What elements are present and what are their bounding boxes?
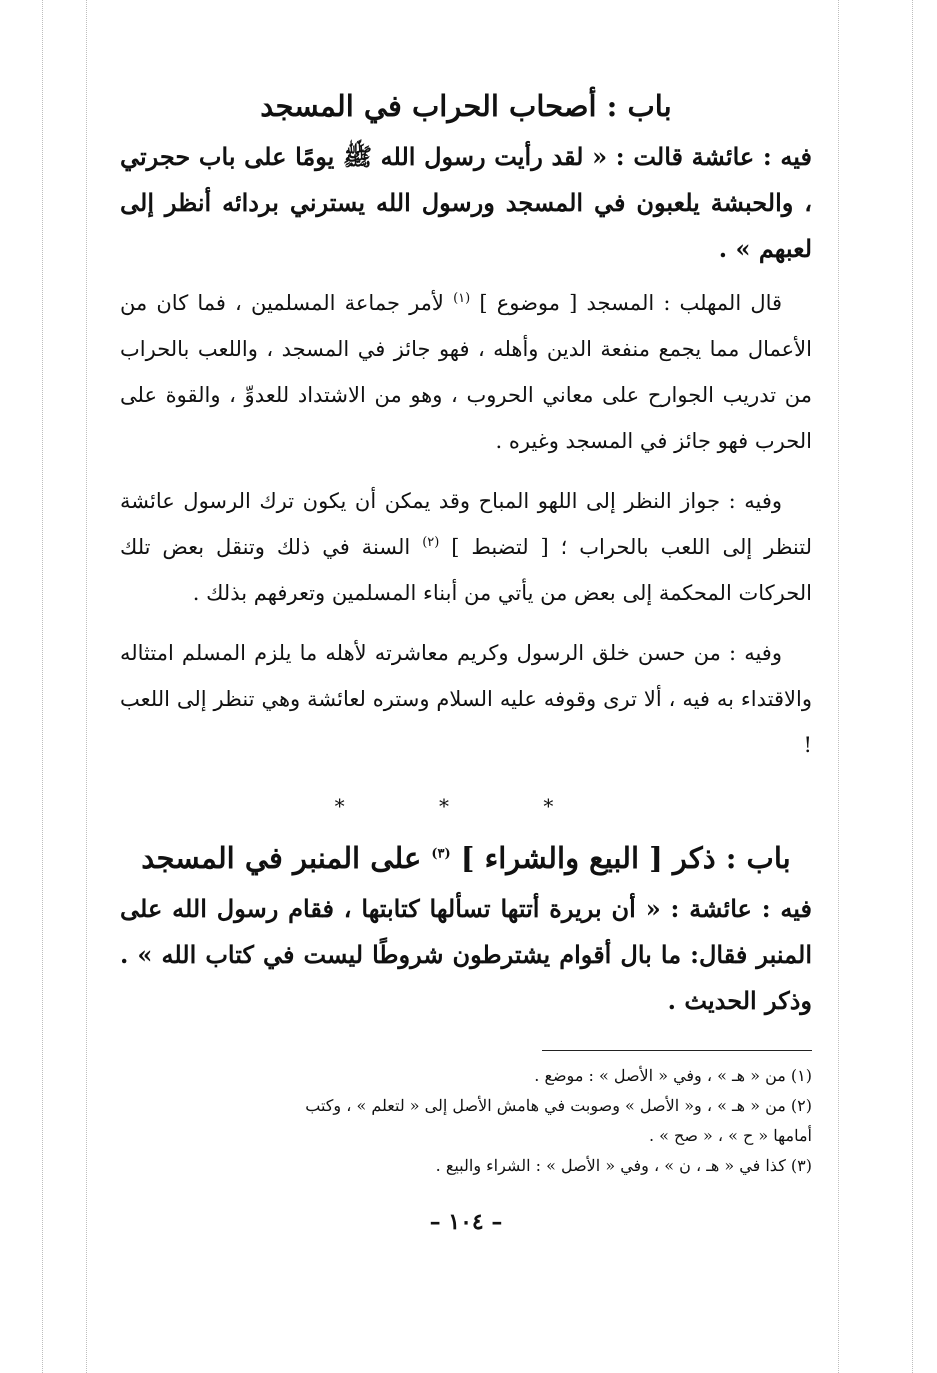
margin-guide-left-inner xyxy=(86,0,87,1373)
page-content xyxy=(120,78,812,1235)
text-run: قال المهلب : المسجد [ موضوع ] xyxy=(479,291,783,315)
margin-guide-right xyxy=(912,0,913,1373)
text-run: السنة في ذلك وتنقل بعض تلك الحركات المحكمة إلى بعض من يأتي من أبناء المسلمين وتعرفهم بذلك . xyxy=(120,535,812,605)
chapter-heading-spears: باب : أصحاب الحراب في المسجد xyxy=(260,89,672,123)
commentary-good-character: وفيه : من حسن خلق الرسول وكريم معاشرته لأهله ما يلزم المسلم امتثاله والاقتداء به فيه ، ألا ترى وقوفه عليه السلام وستره لعائشة وهي تنظر إلى اللعب ! xyxy=(120,641,812,757)
footnote-3: (٣) كذا في « هـ ، ن » ، وفي « الأصل » : الشراء والبيع . xyxy=(435,1156,812,1175)
footnote-1: (١) من « هـ » ، وفي « الأصل » : موضع . xyxy=(534,1066,812,1085)
hadith-aisha-spears: فيه : عائشة قالت : « لقد رأيت رسول الله ﷺ يومًا على باب حجرتي ، والحبشة يلعبون في المسجد ورسول الله يسترني بردائه أنظر إلى لعبهم » . xyxy=(120,142,812,263)
footnote-2-continued: أمامها « ح » ، « صح » . xyxy=(648,1126,812,1145)
text-run: وفيه : جواز النظر إلى اللهو المباح وقد يمكن أن يكون ترك الرسول عائشة لتنظر إلى اللعب بالحراب ؛ [ لتضبط ] xyxy=(120,489,812,559)
commentary-muhallab xyxy=(120,280,812,464)
heading-text: باب : ذكر [ البيع والشراء ] xyxy=(460,841,791,875)
footnote-ref-3: (٣) xyxy=(431,846,451,862)
chapter-heading-buying-selling xyxy=(120,830,812,886)
text-run: لأمر جماعة المسلمين ، فما كان من الأعمال مما يجمع منفعة الدين وأهله ، فهو جائز في المسجد ، واللعب بالحراب من تدريب الجوارح على معاني الحروب ، وهو من الاشتداد للعدوِّ ، والقوة على الحرب فهو جائز في المسجد وغيره . xyxy=(120,291,812,453)
hadith-barira: فيه : عائشة : « أن بريرة أتتها تسألها كتابتها ، فقام رسول الله على المنبر فقال: ما بال أقوام يشترطون شروطًا ليست في كتاب الله » . وذكر الحديث . xyxy=(120,894,812,1015)
footnote-2: (٢) من « هـ » ، و« الأصل » وصوبت في هامش الأصل إلى « لتعلم » ، وكتب xyxy=(305,1096,812,1115)
heading-text: على المنبر في المسجد xyxy=(141,841,422,875)
page-number: – ١٠٤ – xyxy=(429,1209,503,1235)
section-separator-stars: * * * xyxy=(334,794,598,818)
footnote-ref-2: (٢) xyxy=(422,535,440,550)
footnote-divider xyxy=(542,1050,812,1051)
margin-guide-right-inner xyxy=(838,0,839,1373)
margin-guide-left xyxy=(42,0,43,1373)
footnote-ref-1: (١) xyxy=(453,291,471,306)
commentary-permissible-play xyxy=(120,478,812,616)
